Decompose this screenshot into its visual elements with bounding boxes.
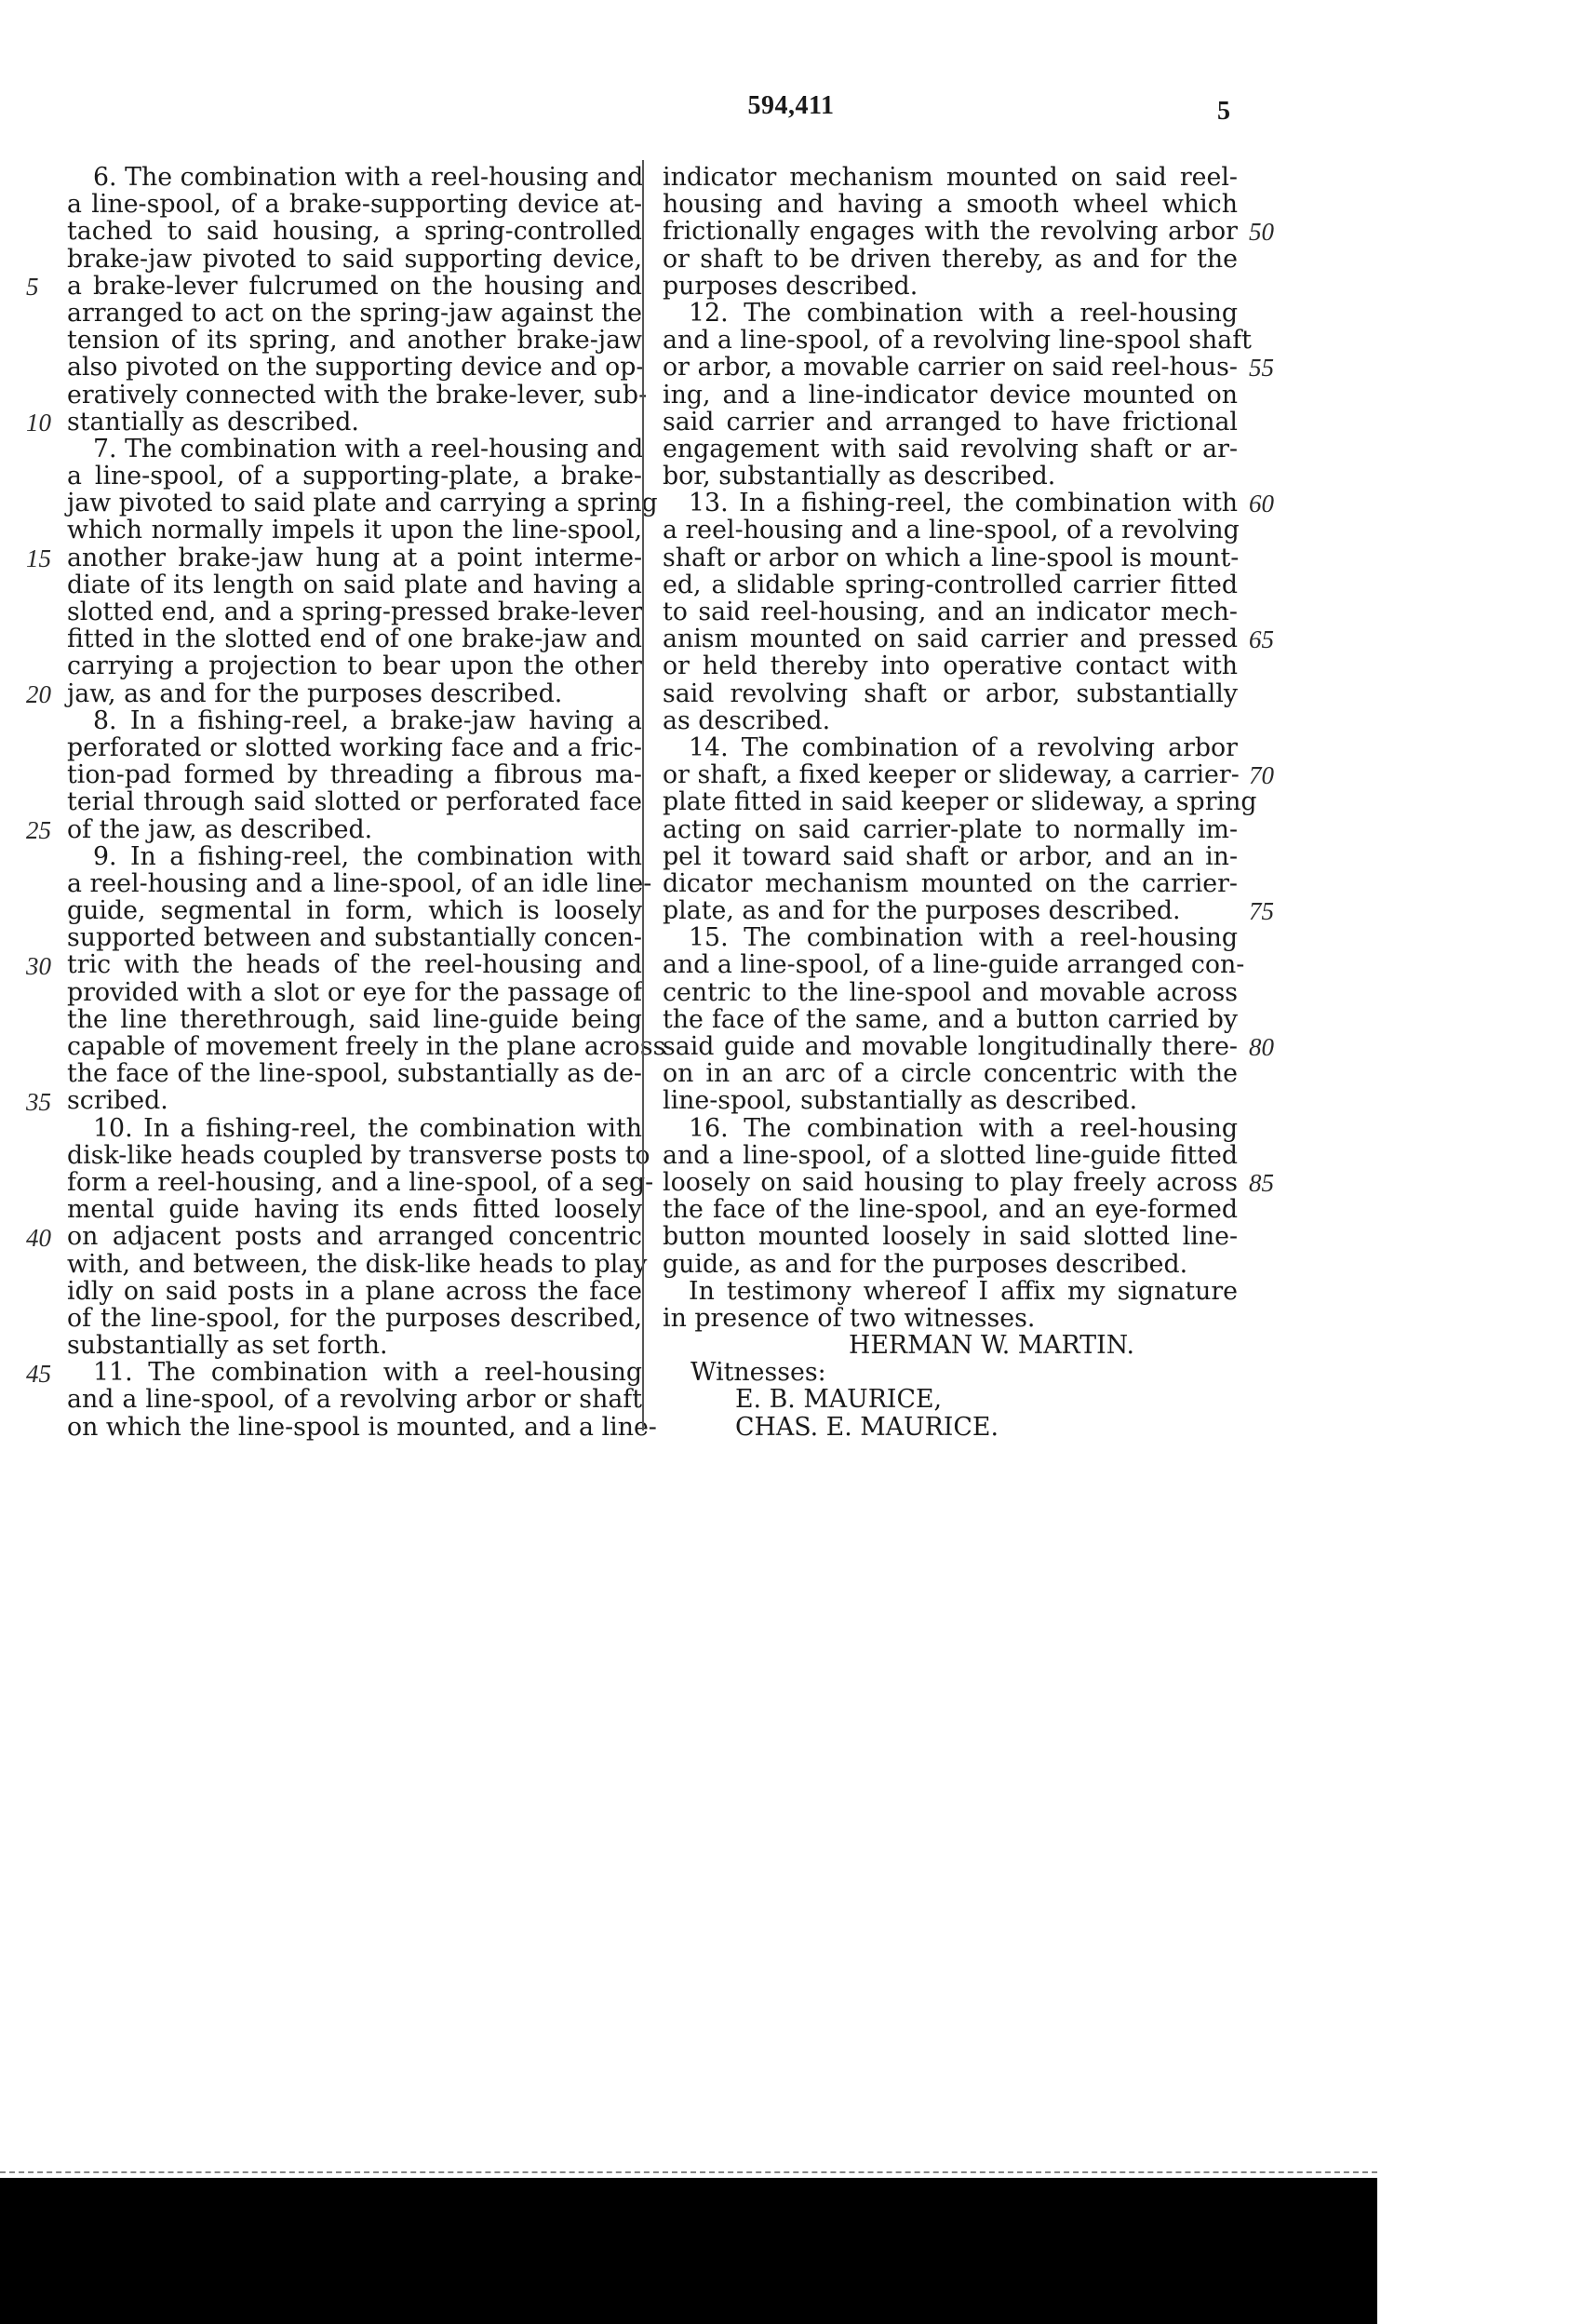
text-line: scribed. xyxy=(67,1086,168,1116)
line-number: 75 xyxy=(1249,897,1274,926)
text-line: anism mounted on said carrier and pressed xyxy=(663,625,1238,654)
text-line: on in an arc of a circle concentric with the xyxy=(663,1059,1238,1089)
text-line: indicator mechanism mounted on said reel- xyxy=(663,163,1238,192)
text-line: ing, and a line-indicator device mounted on xyxy=(663,380,1238,410)
text-line: 6. The combination with a reel-housing and xyxy=(93,163,644,192)
text-line: eratively connected with the brake-lever, sub- xyxy=(67,380,648,410)
text-line: supported between and substantially concen- xyxy=(67,923,642,953)
text-line: slotted end, and a spring-pressed brake-lever xyxy=(67,598,643,626)
text-line: a brake-lever fulcrumed on the housing and xyxy=(67,271,642,301)
text-line: button mounted loosely in said slotted line- xyxy=(663,1222,1238,1252)
text-line: 8. In a fishing-reel, a brake-jaw having a xyxy=(93,705,642,735)
line-number: 80 xyxy=(1249,1033,1274,1062)
text-line: guide, segmental in form, which is loosely xyxy=(67,896,642,926)
line-number: 70 xyxy=(1249,761,1274,790)
text-line: dicator mechanism mounted on the carrier- xyxy=(663,868,1238,898)
text-line: a reel-housing and a line-spool, of an idle line- xyxy=(67,868,652,898)
left-text-column xyxy=(67,163,666,1442)
text-line: said revolving shaft or arbor, substantially xyxy=(663,678,1238,708)
line-number: 20 xyxy=(26,679,51,708)
text-line: plate, as and for the purposes described. xyxy=(663,896,1181,926)
text-line: 15. The combination with a reel-housing xyxy=(689,923,1238,953)
text-line: tension of its spring, and another brake-jaw xyxy=(67,326,642,356)
line-number: 15 xyxy=(26,544,51,572)
text-line: a line-spool, of a brake-supporting device at- xyxy=(67,190,642,220)
line-number: 85 xyxy=(1249,1169,1274,1198)
line-number: 50 xyxy=(1249,218,1274,247)
line-number: 55 xyxy=(1249,354,1274,383)
text-line: diate of its length on said plate and having a xyxy=(67,570,642,599)
text-line: in presence of two witnesses. xyxy=(663,1303,1036,1333)
text-line: a line-spool, of a supporting-plate, a brake- xyxy=(67,462,642,491)
patent-number: 594,411 xyxy=(747,91,835,120)
text-line: the face of the line-spool, and an eye-formed xyxy=(663,1195,1238,1225)
text-line: to said reel-housing, and an indicator mech- xyxy=(663,598,1238,626)
text-line: or arbor, a movable carrier on said reel-hous- xyxy=(663,353,1238,383)
text-line: mental guide having its ends fitted loosely xyxy=(67,1195,642,1225)
column-divider xyxy=(642,160,644,1431)
text-line: the line therethrough, said line-guide being xyxy=(67,1004,642,1034)
text-line: In testimony whereof I affix my signature xyxy=(689,1276,1238,1306)
text-line: 10. In a fishing-reel, the combination with xyxy=(93,1113,642,1143)
text-line: idly on said posts in a plane across the face xyxy=(67,1276,642,1306)
text-line: fitted in the slotted end of one brake-jaw and xyxy=(67,625,642,654)
line-number: 10 xyxy=(26,408,51,437)
text-line: 13. In a fishing-reel, the combination with xyxy=(689,489,1238,518)
text-line: a reel-housing and a line-spool, of a revolving xyxy=(663,516,1240,545)
line-number: 60 xyxy=(1249,490,1274,518)
text-line: purposes described. xyxy=(663,271,918,301)
line-number: 45 xyxy=(26,1359,51,1388)
text-line: pel it toward said shaft or arbor, and an in- xyxy=(663,841,1238,871)
text-line: 7. The combination with a reel-housing and xyxy=(93,434,644,463)
text-line: and a line-spool, of a revolving line-spool shaft xyxy=(663,326,1252,356)
text-line: on which the line-spool is mounted, and a line- xyxy=(67,1412,657,1442)
page-number: 5 xyxy=(1217,97,1230,126)
text-line: centric to the line-spool and movable across xyxy=(663,977,1238,1007)
text-line: 16. The combination with a reel-housing xyxy=(689,1113,1238,1143)
text-line: tached to said housing, a spring-controlled xyxy=(67,217,642,247)
scan-border xyxy=(0,2178,1377,2324)
text-line: form a reel-housing, and a line-spool, of a seg- xyxy=(67,1167,654,1197)
line-number: 5 xyxy=(26,272,39,301)
right-text-column xyxy=(663,163,1257,1442)
text-line: ed, a slidable spring-controlled carrier fitted xyxy=(663,570,1238,599)
text-line: terial through said slotted or perforated face xyxy=(67,787,642,817)
scan-edge xyxy=(0,2171,1377,2173)
text-line: tion-pad formed by threading a fibrous ma- xyxy=(67,760,642,790)
text-line: or shaft, a fixed keeper or slideway, a carrier- xyxy=(663,760,1240,790)
text-line: line-spool, substantially as described. xyxy=(663,1086,1138,1116)
text-line: with, and between, the disk-like heads to play xyxy=(67,1249,648,1279)
text-line: 11. The combination with a reel-housing xyxy=(93,1358,642,1388)
line-number: 25 xyxy=(26,815,51,844)
text-line: also pivoted on the supporting device and op- xyxy=(67,353,645,383)
line-number: 35 xyxy=(26,1087,51,1116)
text-line: brake-jaw pivoted to said supporting device, xyxy=(67,244,642,274)
text-line: tric with the heads of the reel-housing and xyxy=(67,950,642,980)
text-line: and a line-spool, of a line-guide arranged con- xyxy=(663,950,1245,980)
witnesses-label: Witnesses: xyxy=(690,1358,826,1388)
text-line: said guide and movable longitudinally there- xyxy=(663,1032,1238,1061)
text-line: frictionally engages with the revolving arbor xyxy=(663,217,1238,247)
text-line: 9. In a fishing-reel, the combination with xyxy=(93,841,642,871)
text-line: on adjacent posts and arranged concentric xyxy=(67,1222,642,1252)
text-line: 12. The combination with a reel-housing xyxy=(689,298,1238,328)
text-line: carrying a projection to bear upon the other xyxy=(67,652,642,681)
text-line: another brake-jaw hung at a point interme- xyxy=(67,543,642,572)
text-line: or shaft to be driven thereby, as and for the xyxy=(663,244,1238,274)
text-line: loosely on said housing to play freely across xyxy=(663,1167,1238,1197)
text-line: the face of the line-spool, substantially as de- xyxy=(67,1059,642,1089)
text-line: capable of movement freely in the plane across xyxy=(67,1032,666,1061)
text-line: shaft or arbor on which a line-spool is mount- xyxy=(663,543,1240,572)
text-line: the face of the same, and a button carried by xyxy=(663,1004,1238,1034)
text-line: perforated or slotted working face and a fric- xyxy=(67,732,642,762)
text-line: which normally impels it upon the line-spool, xyxy=(67,516,642,545)
line-number: 30 xyxy=(26,951,51,980)
text-line: and a line-spool, of a revolving arbor or shaft xyxy=(67,1385,642,1415)
text-line: disk-like heads coupled by transverse posts to xyxy=(67,1140,650,1170)
text-line: engagement with said revolving shaft or ar- xyxy=(663,434,1238,463)
text-line: and a line-spool, of a slotted line-guide fitted xyxy=(663,1140,1238,1170)
text-line: acting on said carrier-plate to normally im- xyxy=(663,814,1238,844)
text-line: housing and having a smooth wheel which xyxy=(663,190,1238,220)
text-line: as described. xyxy=(663,705,831,735)
text-line: bor, substantially as described. xyxy=(663,462,1056,491)
text-line: guide, as and for the purposes described. xyxy=(663,1249,1188,1279)
text-line: substantially as set forth. xyxy=(67,1331,388,1361)
text-line: 14. The combination of a revolving arbor xyxy=(689,732,1238,762)
text-line: or held thereby into operative contact with xyxy=(663,652,1238,681)
text-line: plate fitted in said keeper or slideway, a spring xyxy=(663,787,1257,817)
text-line: provided with a slot or eye for the passage of xyxy=(67,977,642,1007)
inventor-signature: HERMAN W. MARTIN. xyxy=(849,1331,1134,1361)
text-line: of the jaw, as described. xyxy=(67,814,373,844)
line-number: 40 xyxy=(26,1223,51,1252)
text-line: stantially as described. xyxy=(67,407,359,437)
text-line: said carrier and arranged to have frictional xyxy=(663,407,1238,437)
text-line: of the line-spool, for the purposes described, xyxy=(67,1303,642,1333)
text-line: jaw pivoted to said plate and carrying a spring xyxy=(67,489,658,518)
line-number: 65 xyxy=(1249,625,1274,654)
witness-name: CHAS. E. MAURICE. xyxy=(735,1412,999,1442)
text-line: arranged to act on the spring-jaw against the xyxy=(67,298,642,328)
text-line: jaw, as and for the purposes described. xyxy=(67,678,563,708)
witness-name: E. B. MAURICE, xyxy=(735,1385,943,1415)
